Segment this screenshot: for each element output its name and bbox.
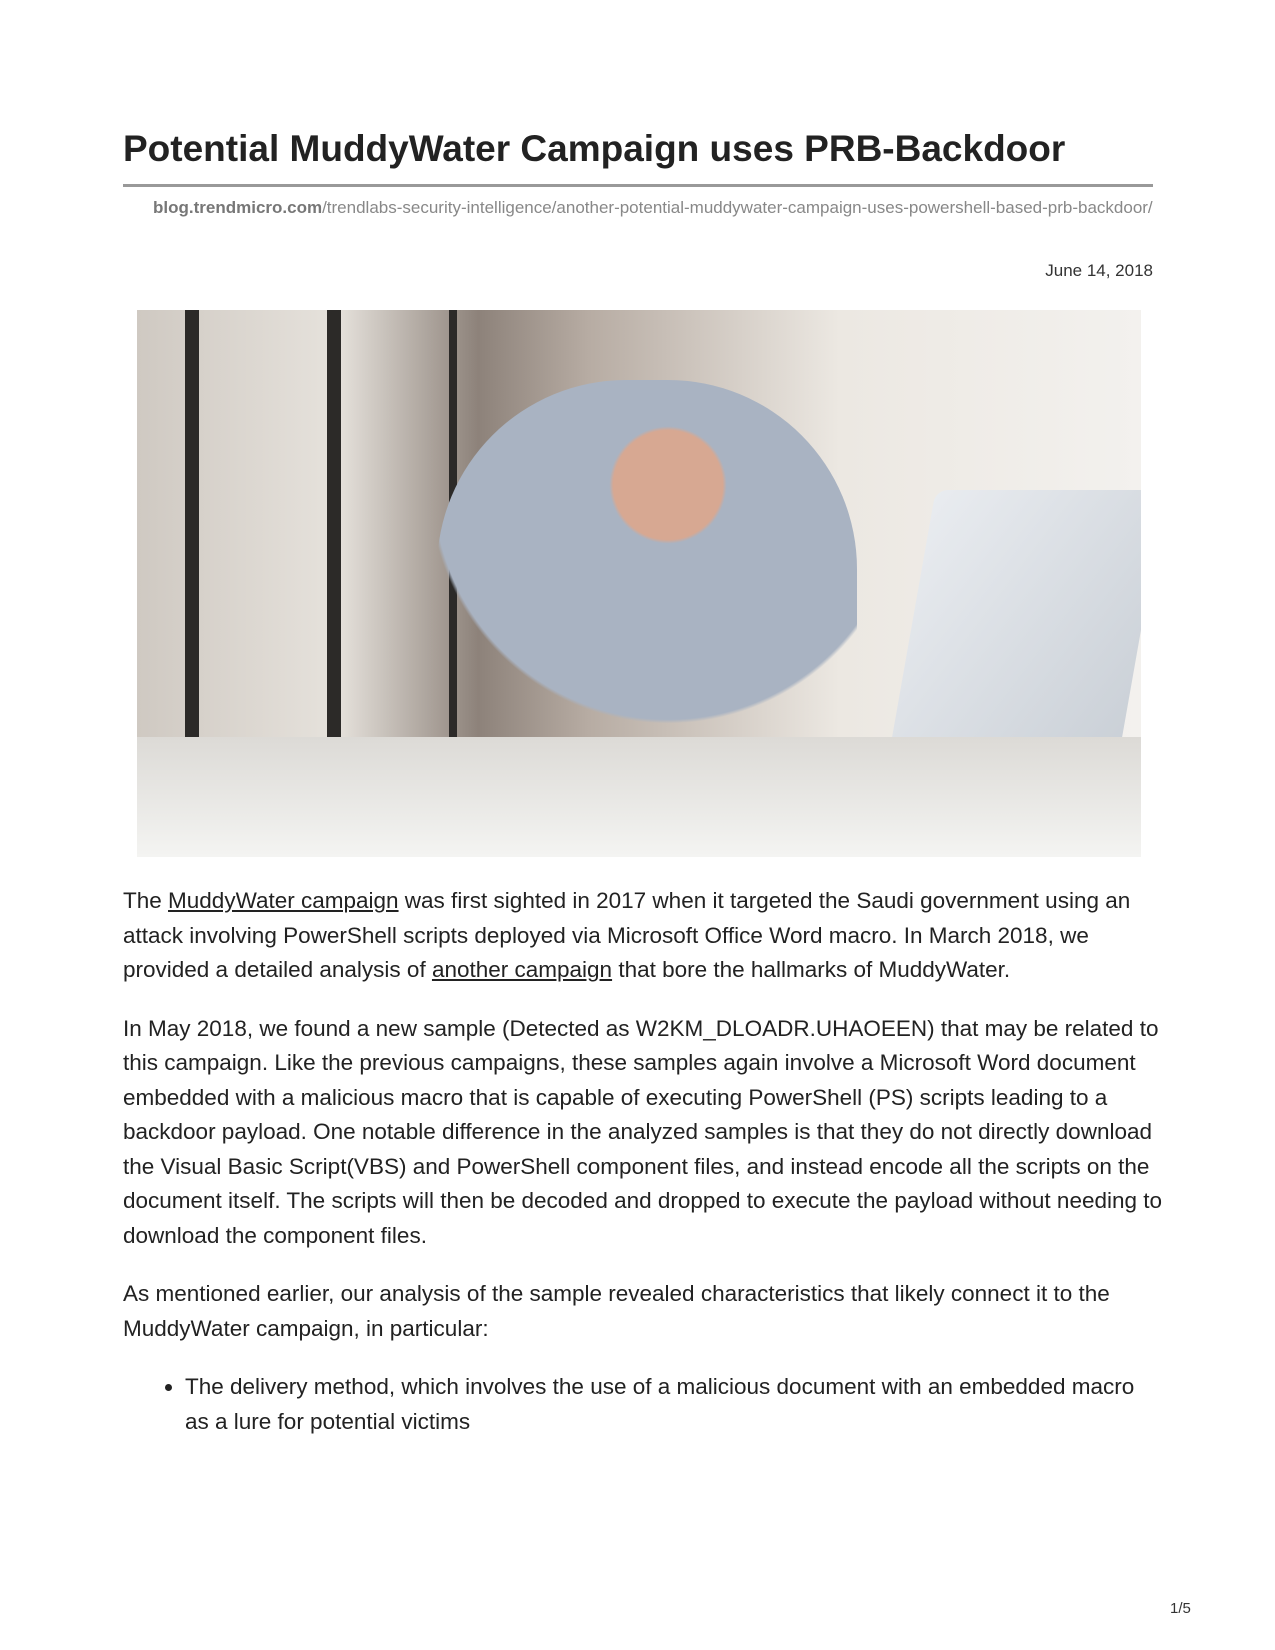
paragraph-2: In May 2018, we found a new sample (Detected as W2KM_DLOADR.UHAOEEN) that may be related to this campaign. Like the previous campaigns, these samples again involve a Microsoft Word document embedded with a malicious macro that is capable of executing PowerShell (PS) scripts leading to a backdoor payload. One notable difference in the analyzed samples is that they do not directly download the Visual Basic Script(VBS) and PowerShell component files, and instead encode all the scripts on the document itself. The scripts will then be decoded and dropped to execute the payload without needing to download the component files. [123, 1015, 1163, 1248]
article-body [123, 884, 1163, 1439]
title-divider [123, 184, 1153, 187]
article-title: Potential MuddyWater Campaign uses PRB-Backdoor [123, 128, 1066, 169]
muddywater-campaign-link[interactable]: MuddyWater campaign [168, 888, 399, 913]
characteristics-list [123, 1370, 1163, 1439]
hero-image [137, 310, 1141, 857]
url-path: /trendlabs-security-intelligence/another-potential-muddywater-campaign-uses-powershell-based-prb-backdoor/ [322, 198, 1153, 217]
another-campaign-link[interactable]: another campaign [431, 957, 613, 982]
paragraph-3: As mentioned earlier, our analysis of the sample revealed characteristics that likely connect it to the MuddyWater campaign, in particular: [123, 1281, 1110, 1341]
page-number: 1/5 [1170, 1600, 1191, 1617]
paragraph-1: The MuddyWater campaign was first sighted in 2017 when it targeted the Saudi government using an attack involving PowerShell scripts deployed via Microsoft Office Word macro. In March 2018, we provided a detailed analysis of another campaign that bore the hallmarks of MuddyWater. [123, 888, 1131, 982]
source-url[interactable] [123, 196, 1153, 220]
publish-date: June 14, 2018 [1045, 261, 1153, 280]
url-domain: blog.trendmicro.com [153, 198, 323, 217]
list-item: • The delivery method, which involves the use of a malicious document with an embedded macro as a lure for potential victims [185, 1370, 1163, 1439]
